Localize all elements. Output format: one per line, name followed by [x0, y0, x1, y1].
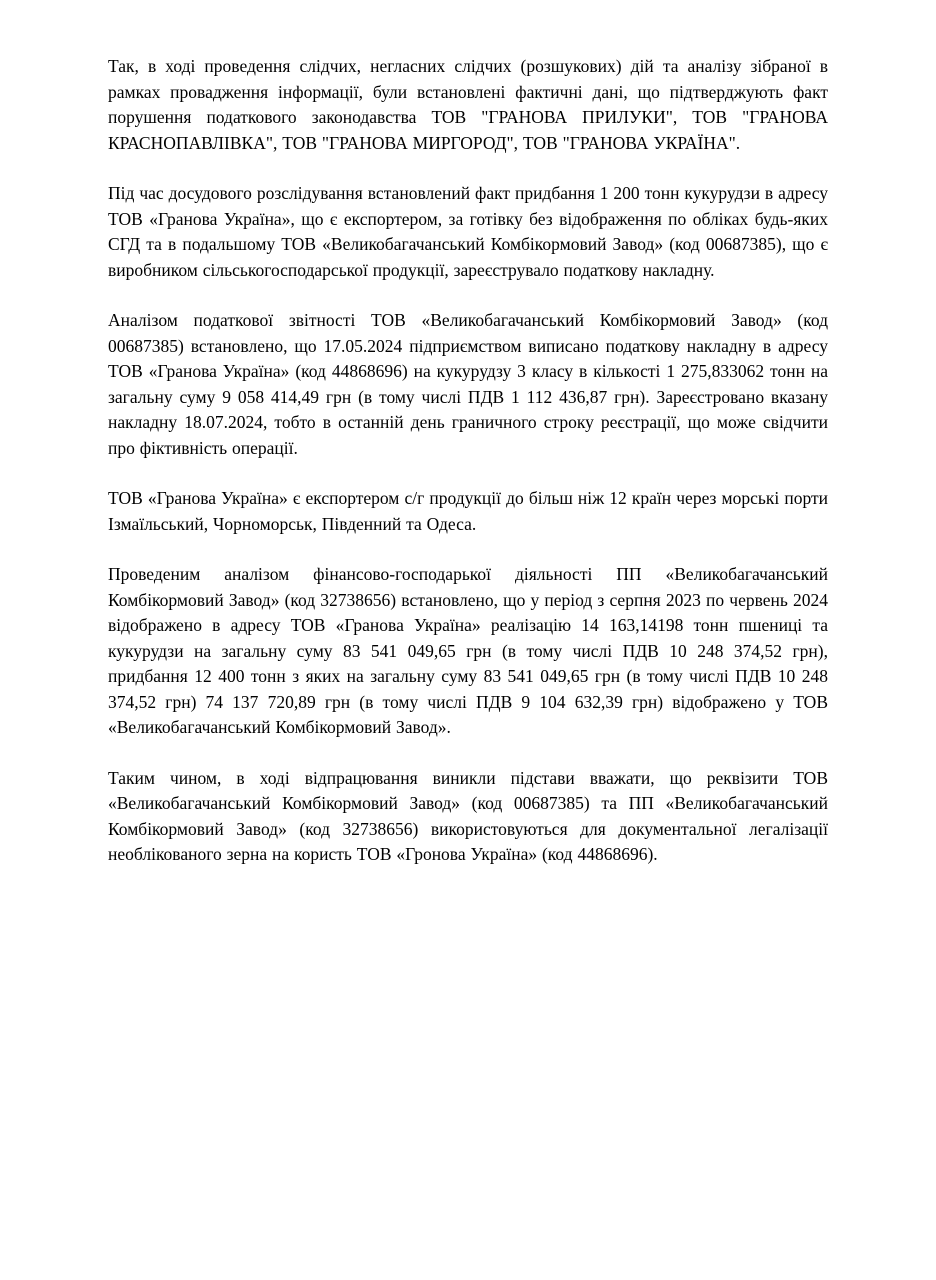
paragraph-conclusion: Таким чином, в ході відпрацювання виникли підстави вважати, що реквізити ТОВ «Великобагачанський Комбікормовий Завод» (код 00687385) та ПП «Великобагачанський Комбікормовий Завод» (код 32738656) використовуються для документальної легалізації необлікованого зерна на користь ТОВ «Гронова Україна» (код 44868696). — [108, 767, 828, 864]
paragraph-exporter-ports: ТОВ «Гранова Україна» є експортером с/г продукції до більш ніж 12 країн через морські порти Ізмаїльський, Чорноморськ, Південний та Одеса. — [108, 488, 828, 534]
paragraph-tax-violation-facts: Так, в ході проведення слідчих, негласних слідчих (розшукових) дій та аналізу зібраної в рамках провадження інформації, були встановлені фактичні дані, що підтверджують факт порушення податкового законодавства ТОВ "ГРАНОВА ПРИЛУКИ", ТОВ "ГРАНОВА КРАСНОПАВЛІВКА", ТОВ "ГРАНОВА МИРГОРОД", ТОВ "ГРАНОВА УКРАЇНА". — [108, 56, 828, 153]
paragraph-corn-purchase: Під час досудового розслідування встановлений факт придбання 1 200 тонн кукурудзи в адресу ТОВ «Гранова Україна», що є експортером, за готівку без відображення по обліках будь-яких СГД та в подальшому ТОВ «Великобагачанський Комбікормовий Завод» (код 00687385), що є виробником сільськогосподарської продукції, зареєструвало податкову накладну. — [108, 183, 828, 280]
paragraph-tax-invoice-analysis: Аналізом податкової звітності ТОВ «Великобагачанський Комбікормовий Завод» (код 00687385) встановлено, що 17.05.2024 підприємством виписано податкову накладну в адресу ТОВ «Гранова Україна» (код 44868696) на кукурудзу 3 класу в кількості 1 275,833062 тонн на загальну суму 9 058 414,49 грн (в тому числі ПДВ 1 112 436,87 грн). Зареєстровано вказану накладну 18.07.2024, тобто в останній день граничного строку реєстрації, що може свідчити про фіктивність операції. — [108, 310, 828, 458]
paragraph-financial-activity-analysis: Проведеним аналізом фінансово-господарької діяльності ПП «Великобагачанський Комбікормовий Завод» (код 32738656) встановлено, що у період з серпня 2023 по червень 2024 відображено в адресу ТОВ «Гранова Україна» реалізацію 14 163,14198 тонн пшениці та кукурудзи на загальну суму 83 541 049,65 грн (в тому числі ПДВ 10 248 374,52 грн), придбання 12 400 тонн з яких на загальну суму 83 541 049,65 грн (в тому числі ПДВ 10 248 374,52 грн) 74 137 720,89 грн (в тому числі ПДВ 9 104 632,39 грн) відображено у ТОВ «Великобагачанський Комбікормовий Завод». — [108, 564, 828, 737]
